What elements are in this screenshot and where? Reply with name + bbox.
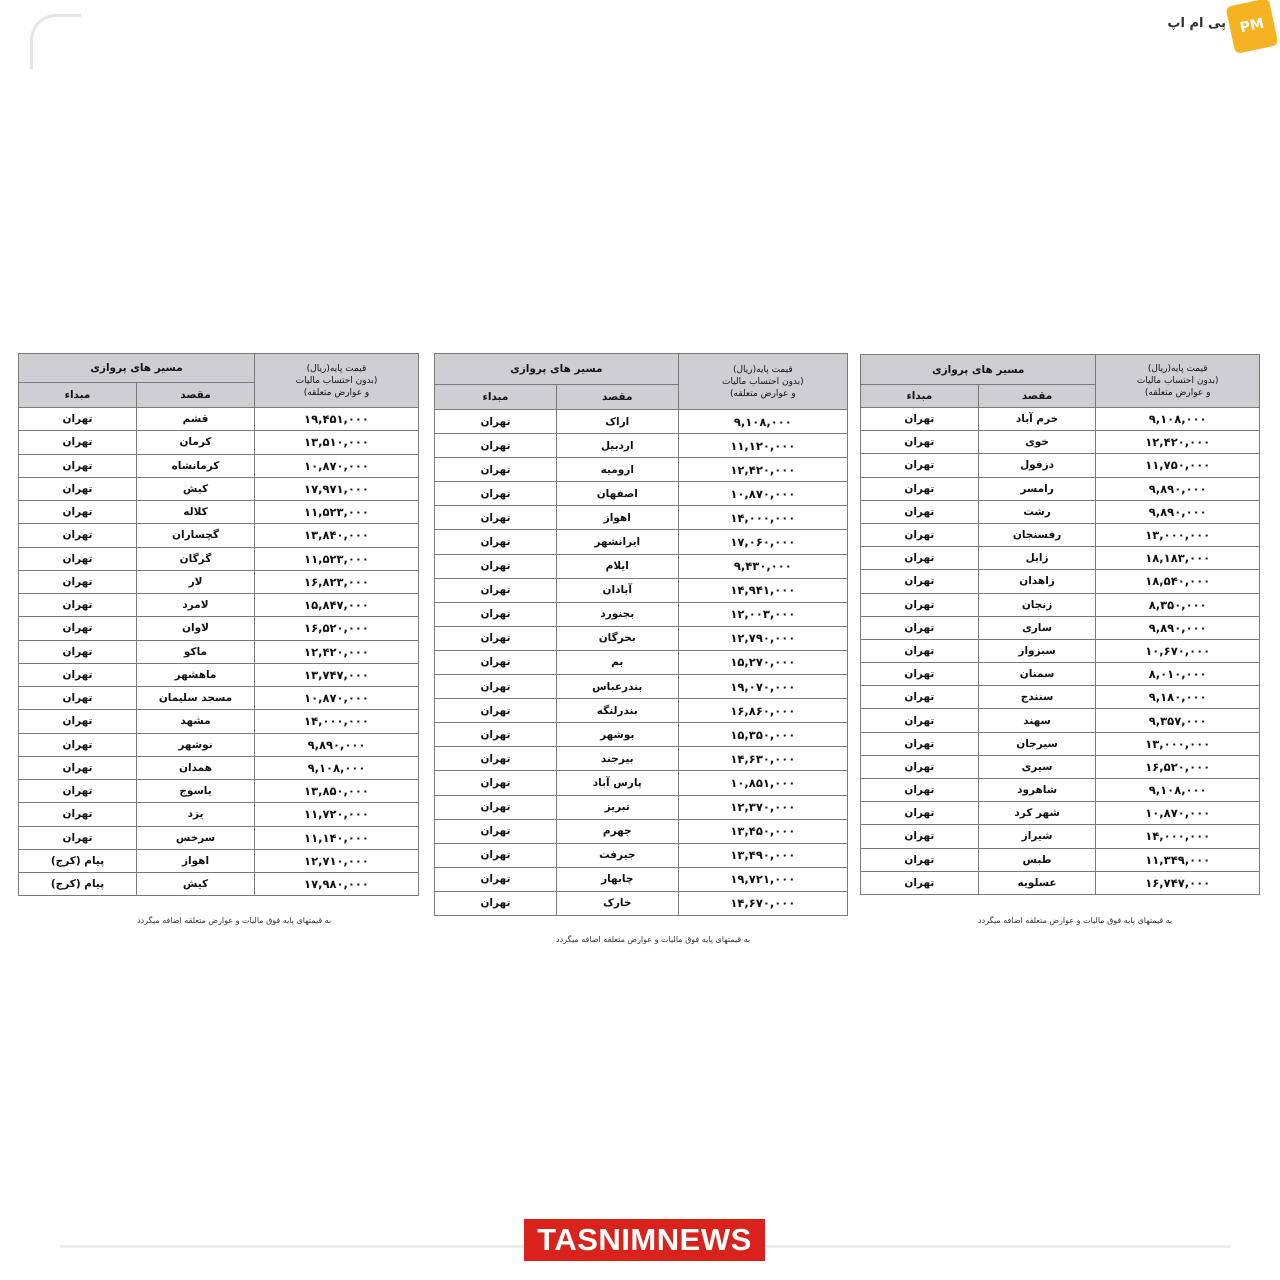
destination-cell: ماکو — [137, 640, 255, 663]
origin-column-header: مبداء — [435, 385, 557, 410]
destination-cell: سیری — [978, 755, 1096, 778]
table-row — [19, 640, 419, 663]
price-cell: ۱۷,۹۸۰,۰۰۰ — [255, 873, 419, 896]
destination-cell: ایرانشهر — [556, 530, 678, 554]
origin-cell: تهران — [19, 756, 137, 779]
origin-cell: تهران — [435, 434, 557, 458]
price-header-line: و عوارض متعلقه) — [730, 388, 796, 399]
table-row — [861, 616, 1260, 639]
destination-cell: اراک — [556, 410, 678, 434]
destination-cell: همدان — [137, 756, 255, 779]
destination-cell: طبس — [978, 848, 1096, 871]
destination-cell: نوشهر — [137, 733, 255, 756]
origin-cell: تهران — [861, 454, 979, 477]
price-cell: ۹,۸۹۰,۰۰۰ — [255, 733, 419, 756]
table-row — [435, 482, 848, 506]
destination-cell: اهواز — [556, 506, 678, 530]
table-row — [861, 732, 1260, 755]
table-row — [19, 477, 419, 500]
price-cell: ۹,۱۸۰,۰۰۰ — [1096, 686, 1260, 709]
table-row — [435, 675, 848, 699]
destination-cell: کرمانشاه — [137, 454, 255, 477]
destination-cell: دزفول — [978, 454, 1096, 477]
table-row — [19, 873, 419, 896]
price-cell: ۱۵,۳۵۰,۰۰۰ — [678, 723, 847, 747]
price-cell: ۱۳,۷۴۷,۰۰۰ — [255, 663, 419, 686]
destination-cell: عسلویه — [978, 871, 1096, 894]
price-column-header — [678, 354, 847, 410]
price-cell: ۱۳,۰۰۰,۰۰۰ — [1096, 732, 1260, 755]
destination-cell: قشم — [137, 408, 255, 431]
table-row — [435, 578, 848, 602]
price-cell: ۱۱,۱۲۰,۰۰۰ — [678, 434, 847, 458]
table-row — [435, 747, 848, 771]
table-row — [435, 843, 848, 867]
origin-cell: تهران — [435, 795, 557, 819]
corner-decoration — [30, 14, 81, 69]
destination-cell: سهند — [978, 709, 1096, 732]
origin-cell: تهران — [435, 506, 557, 530]
origin-cell: پیام (کرج) — [19, 849, 137, 872]
destination-cell: بحرگان — [556, 626, 678, 650]
table-row — [19, 501, 419, 524]
destination-cell: رفسنجان — [978, 523, 1096, 546]
origin-cell: تهران — [861, 431, 979, 454]
price-cell: ۹,۱۰۸,۰۰۰ — [678, 410, 847, 434]
price-cell: ۱۳,۸۵۰,۰۰۰ — [255, 780, 419, 803]
origin-cell: تهران — [19, 663, 137, 686]
table-row — [435, 699, 848, 723]
price-header-line: و عوارض متعلقه) — [303, 387, 370, 398]
table-row — [861, 547, 1260, 570]
price-header-line: (بدون احتساب مالیات — [295, 375, 378, 386]
price-cell: ۹,۸۹۰,۰۰۰ — [1096, 477, 1260, 500]
price-cell: ۱۶,۵۲۰,۰۰۰ — [255, 617, 419, 640]
table-row — [19, 524, 419, 547]
destination-cell: شیراز — [978, 825, 1096, 848]
price-cell: ۱۲,۴۲۰,۰۰۰ — [1096, 431, 1260, 454]
origin-cell: تهران — [435, 819, 557, 843]
table-row — [19, 756, 419, 779]
destination-cell: کلاله — [137, 501, 255, 524]
table-row — [435, 891, 848, 915]
price-cell: ۱۳,۸۴۰,۰۰۰ — [255, 524, 419, 547]
table-row — [861, 709, 1260, 732]
origin-cell: تهران — [19, 594, 137, 617]
price-cell: ۹,۸۹۰,۰۰۰ — [1096, 500, 1260, 523]
origin-cell: تهران — [435, 602, 557, 626]
price-cell: ۱۴,۰۰۰,۰۰۰ — [678, 506, 847, 530]
destination-cell: کیش — [137, 477, 255, 500]
destination-cell: ایلام — [556, 554, 678, 578]
table-row — [19, 780, 419, 803]
table-row — [19, 570, 419, 593]
price-cell: ۱۱,۳۴۹,۰۰۰ — [1096, 848, 1260, 871]
table-row — [19, 687, 419, 710]
destination-column-header: مقصد — [137, 383, 255, 408]
price-cell: ۱۹,۴۵۱,۰۰۰ — [255, 408, 419, 431]
origin-cell: تهران — [435, 458, 557, 482]
price-cell: ۱۱,۷۵۰,۰۰۰ — [1096, 454, 1260, 477]
table-row — [435, 867, 848, 891]
destination-cell: آبادان — [556, 578, 678, 602]
price-cell: ۱۶,۸۶۰,۰۰۰ — [678, 699, 847, 723]
table-row — [435, 530, 848, 554]
routes-header: مسیر های پروازی — [435, 354, 679, 385]
destination-cell: بندرلنگه — [556, 699, 678, 723]
origin-cell: تهران — [861, 500, 979, 523]
table-row — [861, 639, 1260, 662]
origin-cell: تهران — [861, 732, 979, 755]
destination-cell: خوی — [978, 431, 1096, 454]
fare-table — [18, 353, 419, 896]
price-cell: ۱۷,۰۶۰,۰۰۰ — [678, 530, 847, 554]
price-cell: ۱۱,۵۲۳,۰۰۰ — [255, 547, 419, 570]
origin-cell: تهران — [19, 431, 137, 454]
origin-cell: تهران — [19, 640, 137, 663]
origin-cell: تهران — [435, 723, 557, 747]
destination-cell: سیرجان — [978, 732, 1096, 755]
table-row — [19, 454, 419, 477]
price-cell: ۱۰,۸۷۰,۰۰۰ — [1096, 802, 1260, 825]
fare-table — [860, 354, 1260, 895]
price-cell: ۱۴,۹۴۱,۰۰۰ — [678, 578, 847, 602]
origin-cell: تهران — [19, 687, 137, 710]
destination-cell: تبریز — [556, 795, 678, 819]
destination-cell: بم — [556, 650, 678, 674]
origin-cell: تهران — [435, 699, 557, 723]
table-row — [861, 755, 1260, 778]
origin-cell: تهران — [861, 802, 979, 825]
price-cell: ۱۰,۸۵۱,۰۰۰ — [678, 771, 847, 795]
destination-column-header: مقصد — [556, 385, 678, 410]
destination-cell: کرمان — [137, 431, 255, 454]
price-cell: ۱۲,۷۹۰,۰۰۰ — [678, 626, 847, 650]
origin-cell: تهران — [19, 454, 137, 477]
table-row — [861, 431, 1260, 454]
destination-cell: ارومیه — [556, 458, 678, 482]
origin-cell: تهران — [19, 477, 137, 500]
table-row — [19, 826, 419, 849]
origin-cell: تهران — [861, 709, 979, 732]
price-cell: ۱۸,۱۸۳,۰۰۰ — [1096, 547, 1260, 570]
origin-cell: تهران — [861, 639, 979, 662]
table-row — [19, 710, 419, 733]
table-row — [861, 454, 1260, 477]
price-cell: ۱۴,۶۷۰,۰۰۰ — [678, 891, 847, 915]
destination-cell: سرخس — [137, 826, 255, 849]
destination-cell: بجنورد — [556, 602, 678, 626]
price-cell: ۱۴,۶۳۰,۰۰۰ — [678, 747, 847, 771]
origin-cell: تهران — [861, 663, 979, 686]
price-header-line: و عوارض متعلقه) — [1144, 388, 1211, 398]
origin-cell: تهران — [19, 826, 137, 849]
origin-cell: تهران — [861, 593, 979, 616]
table-row — [435, 819, 848, 843]
origin-cell: تهران — [861, 547, 979, 570]
origin-cell: تهران — [861, 825, 979, 848]
destination-cell: لامرد — [137, 594, 255, 617]
destination-cell: کیش — [137, 873, 255, 896]
table-row — [861, 523, 1260, 546]
destination-cell: سمنان — [978, 663, 1096, 686]
table-row — [19, 547, 419, 570]
fare-table-left — [18, 353, 419, 896]
footnote-right: به قیمتهای پایه فوق مالیات و عوارض متعلقه اضافه میگردد — [978, 916, 1173, 925]
destination-cell: گچساران — [137, 524, 255, 547]
origin-cell: تهران — [861, 779, 979, 802]
price-cell: ۱۲,۴۲۰,۰۰۰ — [678, 458, 847, 482]
price-cell: ۹,۱۰۸,۰۰۰ — [1096, 408, 1260, 431]
origin-cell: تهران — [19, 408, 137, 431]
origin-cell: تهران — [435, 891, 557, 915]
origin-cell: تهران — [861, 570, 979, 593]
table-row — [435, 458, 848, 482]
origin-cell: تهران — [19, 617, 137, 640]
table-row — [19, 594, 419, 617]
price-cell: ۱۹,۷۲۱,۰۰۰ — [678, 867, 847, 891]
destination-cell: جهرم — [556, 819, 678, 843]
destination-cell: ساری — [978, 616, 1096, 639]
table-row — [435, 723, 848, 747]
destination-cell: یاسوج — [137, 780, 255, 803]
price-cell: ۱۰,۸۷۰,۰۰۰ — [678, 482, 847, 506]
table-row — [19, 663, 419, 686]
table-row — [861, 779, 1260, 802]
price-header-line: (بدون احتساب مالیات — [721, 376, 804, 387]
origin-cell: تهران — [435, 530, 557, 554]
table-row — [435, 602, 848, 626]
table-row — [861, 570, 1260, 593]
price-header-line: قیمت پایه(ریال) — [1147, 364, 1208, 374]
price-cell: ۱۹,۰۷۰,۰۰۰ — [678, 675, 847, 699]
origin-cell: تهران — [435, 482, 557, 506]
price-cell: ۹,۱۰۸,۰۰۰ — [255, 756, 419, 779]
table-row — [435, 771, 848, 795]
table-row — [19, 617, 419, 640]
destination-cell: لار — [137, 570, 255, 593]
destination-cell: خرم آباد — [978, 408, 1096, 431]
price-cell: ۱۰,۸۷۰,۰۰۰ — [255, 454, 419, 477]
origin-cell: تهران — [435, 771, 557, 795]
table-row — [435, 506, 848, 530]
origin-cell: تهران — [861, 523, 979, 546]
price-cell: ۱۶,۸۲۳,۰۰۰ — [255, 570, 419, 593]
origin-cell: تهران — [861, 477, 979, 500]
table-row — [19, 733, 419, 756]
destination-cell: پارس آباد — [556, 771, 678, 795]
origin-cell: تهران — [861, 686, 979, 709]
price-cell: ۹,۱۰۸,۰۰۰ — [1096, 779, 1260, 802]
origin-cell: تهران — [861, 848, 979, 871]
destination-cell: اصفهان — [556, 482, 678, 506]
origin-cell: تهران — [19, 524, 137, 547]
table-row — [19, 431, 419, 454]
table-row — [435, 626, 848, 650]
price-cell: ۱۲,۴۲۰,۰۰۰ — [255, 640, 419, 663]
destination-cell: شهر کرد — [978, 802, 1096, 825]
price-cell: ۱۳,۴۹۰,۰۰۰ — [678, 843, 847, 867]
origin-cell: تهران — [435, 747, 557, 771]
destination-cell: یزد — [137, 803, 255, 826]
price-cell: ۱۴,۰۰۰,۰۰۰ — [255, 710, 419, 733]
origin-cell: تهران — [19, 780, 137, 803]
origin-cell: تهران — [435, 626, 557, 650]
price-cell: ۱۰,۸۷۰,۰۰۰ — [255, 687, 419, 710]
table-row — [435, 434, 848, 458]
origin-cell: تهران — [861, 408, 979, 431]
price-cell: ۱۳,۴۵۰,۰۰۰ — [678, 819, 847, 843]
footnote-left: به قیمتهای پایه فوق مالیات و عوارض متعلقه اضافه میگردد — [137, 916, 332, 925]
origin-cell: تهران — [861, 755, 979, 778]
origin-cell: تهران — [435, 410, 557, 434]
origin-cell: تهران — [19, 710, 137, 733]
table-row — [19, 849, 419, 872]
price-cell: ۹,۸۹۰,۰۰۰ — [1096, 616, 1260, 639]
price-cell: ۱۷,۹۷۱,۰۰۰ — [255, 477, 419, 500]
price-cell: ۱۳,۵۱۰,۰۰۰ — [255, 431, 419, 454]
price-cell: ۱۵,۸۴۷,۰۰۰ — [255, 594, 419, 617]
price-cell: ۸,۳۵۰,۰۰۰ — [1096, 593, 1260, 616]
table-row — [861, 408, 1260, 431]
price-header-line: قیمت پایه(ریال) — [306, 363, 367, 374]
fare-table-right — [860, 354, 1260, 895]
destination-cell: بیرجند — [556, 747, 678, 771]
price-cell: ۹,۴۳۰,۰۰۰ — [678, 554, 847, 578]
destination-cell: گرگان — [137, 547, 255, 570]
destination-cell: خارک — [556, 891, 678, 915]
table-row — [861, 477, 1260, 500]
destination-cell: سنندج — [978, 686, 1096, 709]
routes-header: مسیر های پروازی — [19, 354, 255, 383]
table-row — [435, 554, 848, 578]
table-row — [861, 500, 1260, 523]
origin-cell: تهران — [19, 501, 137, 524]
table-row — [19, 408, 419, 431]
destination-cell: مسجد سلیمان — [137, 687, 255, 710]
origin-cell: تهران — [19, 733, 137, 756]
destination-cell: زنجان — [978, 593, 1096, 616]
destination-cell: رشت — [978, 500, 1096, 523]
destination-column-header: مقصد — [978, 385, 1096, 408]
price-cell: ۱۳,۰۰۰,۰۰۰ — [1096, 523, 1260, 546]
price-cell: ۹,۳۵۷,۰۰۰ — [1096, 709, 1260, 732]
destination-cell: بوشهر — [556, 723, 678, 747]
destination-cell: زاهدان — [978, 570, 1096, 593]
destination-cell: چابهار — [556, 867, 678, 891]
origin-column-header: مبداء — [861, 385, 979, 408]
brand-logo-icon: PM UP — [1225, 0, 1278, 54]
price-cell: ۱۲,۳۷۰,۰۰۰ — [678, 795, 847, 819]
origin-cell: تهران — [19, 570, 137, 593]
price-header-line: قیمت پایه(ریال) — [733, 364, 793, 375]
table-row — [861, 663, 1260, 686]
origin-column-header: مبداء — [19, 383, 137, 408]
price-cell: ۸,۰۱۰,۰۰۰ — [1096, 663, 1260, 686]
price-cell: ۱۱,۵۲۳,۰۰۰ — [255, 501, 419, 524]
table-row — [861, 848, 1260, 871]
table-row — [435, 410, 848, 434]
origin-cell: پیام (کرج) — [19, 873, 137, 896]
destination-cell: جیرفت — [556, 843, 678, 867]
destination-cell: ماهشهر — [137, 663, 255, 686]
origin-cell: تهران — [861, 871, 979, 894]
origin-cell: تهران — [435, 867, 557, 891]
price-cell: ۱۰,۶۷۰,۰۰۰ — [1096, 639, 1260, 662]
table-row — [861, 686, 1260, 709]
price-column-header — [1096, 355, 1260, 408]
destination-cell: اهواز — [137, 849, 255, 872]
destination-cell: زابل — [978, 547, 1096, 570]
table-row — [861, 802, 1260, 825]
destination-cell: بندرعباس — [556, 675, 678, 699]
origin-cell: تهران — [435, 578, 557, 602]
brand-watermark — [1164, 2, 1276, 84]
destination-cell: سبزوار — [978, 639, 1096, 662]
brand-text: پی ام اپ — [1167, 16, 1226, 31]
destination-cell: لاوان — [137, 617, 255, 640]
table-row — [861, 871, 1260, 894]
price-cell: ۱۶,۷۴۷,۰۰۰ — [1096, 871, 1260, 894]
origin-cell: تهران — [19, 803, 137, 826]
price-cell: ۱۲,۷۱۰,۰۰۰ — [255, 849, 419, 872]
footnote-middle: به قیمتهای پایه فوق مالیات و عوارض متعلقه اضافه میگردد — [556, 935, 751, 944]
price-cell: ۱۴,۰۰۰,۰۰۰ — [1096, 825, 1260, 848]
table-row — [435, 795, 848, 819]
destination-cell: رامسر — [978, 477, 1096, 500]
tasnimnews-logo: TASNIMNEWS — [524, 1219, 765, 1261]
destination-cell: مشهد — [137, 710, 255, 733]
origin-cell: تهران — [435, 554, 557, 578]
origin-cell: تهران — [19, 547, 137, 570]
price-column-header — [255, 354, 419, 408]
fare-table-middle — [434, 353, 848, 916]
price-header-line: (بدون احتساب مالیات — [1136, 376, 1219, 386]
table-row — [435, 650, 848, 674]
price-cell: ۱۸,۵۴۰,۰۰۰ — [1096, 570, 1260, 593]
origin-cell: تهران — [861, 616, 979, 639]
price-cell: ۱۲,۰۰۳,۰۰۰ — [678, 602, 847, 626]
table-row — [861, 825, 1260, 848]
destination-cell: اردبیل — [556, 434, 678, 458]
price-cell: ۱۱,۱۴۰,۰۰۰ — [255, 826, 419, 849]
routes-header: مسیر های پروازی — [861, 355, 1096, 385]
price-cell: ۱۶,۵۲۰,۰۰۰ — [1096, 755, 1260, 778]
table-row — [19, 803, 419, 826]
destination-cell: شاهرود — [978, 779, 1096, 802]
origin-cell: تهران — [435, 675, 557, 699]
fare-table — [434, 353, 848, 916]
price-cell: ۱۱,۷۲۰,۰۰۰ — [255, 803, 419, 826]
origin-cell: تهران — [435, 843, 557, 867]
origin-cell: تهران — [435, 650, 557, 674]
table-row — [861, 593, 1260, 616]
price-cell: ۱۵,۲۷۰,۰۰۰ — [678, 650, 847, 674]
